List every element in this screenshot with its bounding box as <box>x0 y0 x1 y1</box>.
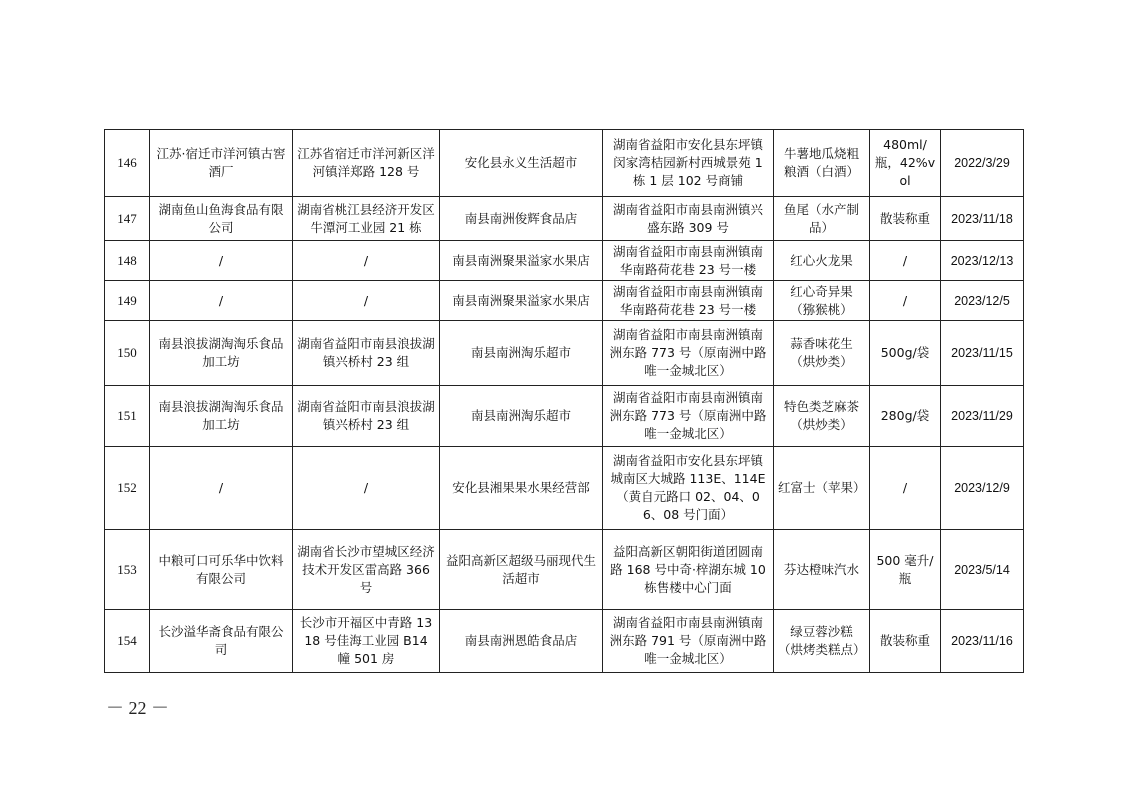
product-name: 红富士（苹果） <box>774 447 870 530</box>
producer-name: 江苏·宿迁市洋河镇古窖酒厂 <box>150 130 293 197</box>
table-row <box>105 130 1024 197</box>
product-name: 牛薯地瓜烧粗粮酒（白酒） <box>774 130 870 197</box>
product-spec: 500 毫升/瓶 <box>870 530 941 610</box>
producer-name: 南县浪拔湖淘淘乐食品加工坊 <box>150 386 293 447</box>
product-name: 红心火龙果 <box>774 241 870 281</box>
seller-address: 湖南省益阳市南县南洲镇南洲东路 791 号（原南洲中路唯一金城北区） <box>603 610 774 673</box>
seller-name: 安化县湘果果水果经营部 <box>440 447 603 530</box>
product-spec: 480ml/瓶，42%vol <box>870 130 941 197</box>
seller-name: 南县南洲聚果溢家水果店 <box>440 281 603 321</box>
product-name: 特色类芝麻茶（烘炒类） <box>774 386 870 447</box>
row-number: 150 <box>105 321 150 386</box>
product-spec: / <box>870 281 941 321</box>
product-name: 蒜香味花生（烘炒类） <box>774 321 870 386</box>
table-row <box>105 386 1024 447</box>
seller-name: 南县南洲恩皓食品店 <box>440 610 603 673</box>
producer-name: / <box>150 281 293 321</box>
seller-name: 南县南洲聚果溢家水果店 <box>440 241 603 281</box>
product-name: 红心奇异果（猕猴桃） <box>774 281 870 321</box>
producer-address: 长沙市开福区中青路 1318 号佳海工业园 B14 幢 501 房 <box>293 610 440 673</box>
producer-address: 江苏省宿迁市洋河新区洋河镇洋郑路 128 号 <box>293 130 440 197</box>
row-number: 154 <box>105 610 150 673</box>
production-date: 2023/11/16 <box>941 610 1024 673</box>
producer-address: 湖南省益阳市南县浪拔湖镇兴桥村 23 组 <box>293 386 440 447</box>
product-spec: / <box>870 447 941 530</box>
production-date: 2023/12/9 <box>941 447 1024 530</box>
production-date: 2023/11/15 <box>941 321 1024 386</box>
seller-address: 湖南省益阳市安化县东坪镇闵家湾桔园新村西城景苑 1 栋 1 层 102 号商铺 <box>603 130 774 197</box>
row-number: 146 <box>105 130 150 197</box>
producer-address: 湖南省长沙市望城区经济技术开发区雷高路 366 号 <box>293 530 440 610</box>
product-name: 绿豆蓉沙糕（烘烤类糕点） <box>774 610 870 673</box>
seller-name: 南县南洲淘乐超市 <box>440 386 603 447</box>
production-date: 2023/11/29 <box>941 386 1024 447</box>
production-date: 2023/12/5 <box>941 281 1024 321</box>
producer-name: 长沙溢华斋食品有限公司 <box>150 610 293 673</box>
seller-address: 湖南省益阳市南县南洲镇兴盛东路 309 号 <box>603 197 774 241</box>
seller-name: 安化县永义生活超市 <box>440 130 603 197</box>
row-number: 149 <box>105 281 150 321</box>
production-date: 2022/3/29 <box>941 130 1024 197</box>
producer-address: 湖南省益阳市南县浪拔湖镇兴桥村 23 组 <box>293 321 440 386</box>
producer-name: / <box>150 241 293 281</box>
data-table <box>104 129 1024 673</box>
seller-address: 湖南省益阳市安化县东坪镇城南区大城路 113E、114E（黄自元路口 02、04、06、08 号门面） <box>603 447 774 530</box>
product-spec: 散装称重 <box>870 197 941 241</box>
seller-address: 益阳高新区朝阳街道团圆南路 168 号中奇·梓湖东城 10 栋售楼中心门面 <box>603 530 774 610</box>
seller-name: 益阳高新区超级马丽现代生活超市 <box>440 530 603 610</box>
page-number: － 22 － <box>106 698 169 718</box>
row-number: 147 <box>105 197 150 241</box>
seller-address: 湖南省益阳市南县南洲镇南洲东路 773 号（原南洲中路唯一金城北区） <box>603 386 774 447</box>
product-name: 芬达橙味汽水 <box>774 530 870 610</box>
seller-address: 湖南省益阳市南县南洲镇南洲东路 773 号（原南洲中路唯一金城北区） <box>603 321 774 386</box>
producer-name: 中粮可口可乐华中饮料有限公司 <box>150 530 293 610</box>
product-spec: 500g/袋 <box>870 321 941 386</box>
row-number: 151 <box>105 386 150 447</box>
producer-address: / <box>293 447 440 530</box>
table-row <box>105 447 1024 530</box>
row-number: 148 <box>105 241 150 281</box>
seller-name: 南县南洲淘乐超市 <box>440 321 603 386</box>
table-row <box>105 241 1024 281</box>
producer-name: / <box>150 447 293 530</box>
table-row <box>105 610 1024 673</box>
production-date: 2023/12/13 <box>941 241 1024 281</box>
seller-name: 南县南洲俊辉食品店 <box>440 197 603 241</box>
producer-address: 湖南省桃江县经济开发区牛潭河工业园 21 栋 <box>293 197 440 241</box>
product-spec: 280g/袋 <box>870 386 941 447</box>
product-name: 鱼尾（水产制品） <box>774 197 870 241</box>
row-number: 153 <box>105 530 150 610</box>
product-spec: / <box>870 241 941 281</box>
table-row <box>105 281 1024 321</box>
row-number: 152 <box>105 447 150 530</box>
product-spec: 散装称重 <box>870 610 941 673</box>
producer-name: 湖南鱼山鱼海食品有限公司 <box>150 197 293 241</box>
producer-name: 南县浪拔湖淘淘乐食品加工坊 <box>150 321 293 386</box>
seller-address: 湖南省益阳市南县南洲镇南华南路荷花巷 23 号一楼 <box>603 281 774 321</box>
table-row <box>105 530 1024 610</box>
production-date: 2023/5/14 <box>941 530 1024 610</box>
producer-address: / <box>293 281 440 321</box>
seller-address: 湖南省益阳市南县南洲镇南华南路荷花巷 23 号一楼 <box>603 241 774 281</box>
producer-address: / <box>293 241 440 281</box>
production-date: 2023/11/18 <box>941 197 1024 241</box>
table-row <box>105 197 1024 241</box>
table-row <box>105 321 1024 386</box>
